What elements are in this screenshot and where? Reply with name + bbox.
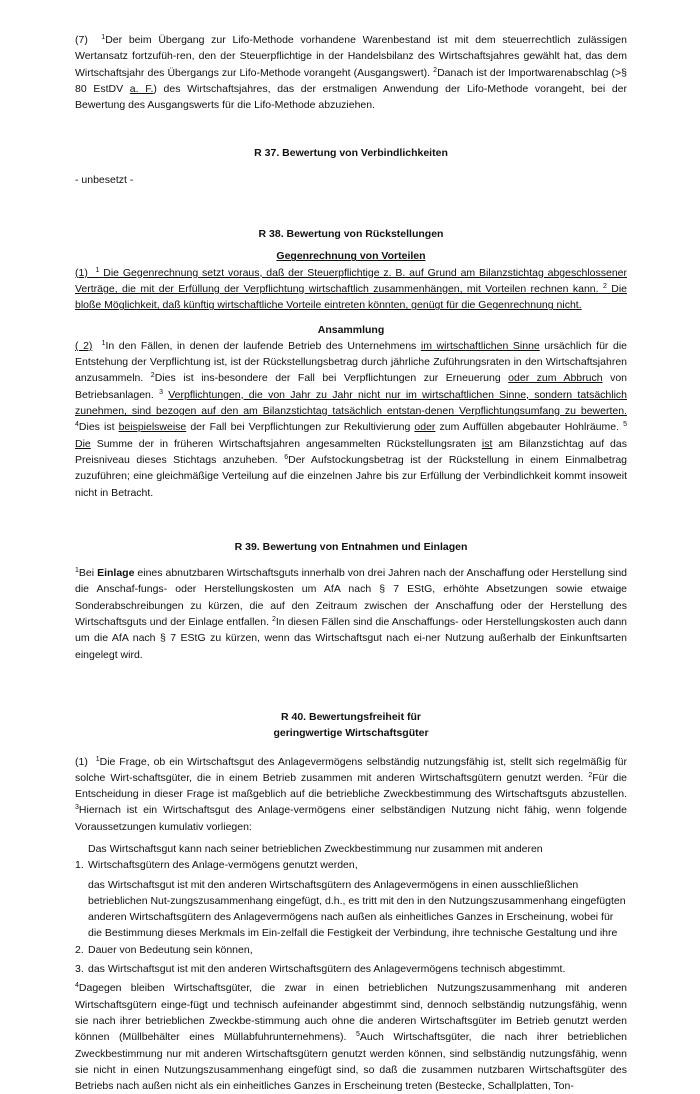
section-heading-r40-line2: geringwertige Wirtschaftsgüter	[273, 727, 429, 740]
subheading-gegenrechnung: Gegenrechnung von Vorteilen	[276, 250, 426, 263]
document-page	[75, 32, 627, 1094]
paragraph-number: (7)	[75, 34, 88, 46]
section-heading-r39: R 39. Bewertung von Entnahmen und Einlagen	[234, 540, 468, 553]
paragraph-7: (7) $^1$Der beim Übergang zur Lifo-Methode vorhandene Warenbestand ist mit dem steuerrechtlich zulässigen Wertansatz fortzufüh-ren, den der Steuerpflichtige in der Handelsbilanz des Wirtschaftsjahres gewählt hat, das dem Wirtschaftsjahr des Übergangs zur Lifo-Methode vorangeht (Ausgangswert). $^2$Danach ist der Importwarenabschlag (>§ 80 EstDV a. F.) des Wirtschaftsjahres, das der erstmaligen Anwendung der Lifo-Methode vorangeht, bei der Bewertung des Ausgangswerts für die Lifo-Methode abzuziehen.	[75, 34, 628, 112]
conditions-list	[75, 841, 627, 977]
list-item: 2. das Wirtschaftsgut ist mit den anderen Wirtschaftsgütern des Anlagevermögens in einen ausschließlichen betrieblichen Nut-zungszusammenhang eingefügt, d.h., es tritt mit den in den Nutzungszusammenhang eingefügten anderen Wirtschaftsgütern des Anlagevermögens nach außen als einheitliches Ganzes in Erscheinung, wobei für die Bestimmung dieses Merkmals im Ein-zelfall die Festigkeit der Verbindung, ihre technische Gestaltung und ihre Dauer von Bedeutung sein können,	[75, 878, 626, 956]
r40-paragraph-1: (1) $^1$Die Frage, ob ein Wirtschaftsgut des Anlagevermögens selbständig nutzungsfähig ist, stellt sich regelmäßig für solche Wirt-schaftsgüter, die in einem Betrieb zusammen mit anderen Wirtschaftsgütern genutzt werden. $^2$Für die Entscheidung in dieser Frage ist maßgeblich auf die betriebliche Zweckbestimmung des Wirtschaftsguts abzustellen. $^3$Hiernach ist ein Wirtschaftsgut des Anlage-vermögens einer selbständigen Nutzung nicht fähig, wenn folgende Voraussetzungen kumulativ vorliegen:	[75, 755, 628, 833]
r37-text: - unbesetzt -	[75, 173, 134, 186]
r40-paragraph-1-continued: $^4$Dagegen bleiben Wirtschaftsgüter, die zwar in einen betrieblichen Nutzungszusammenhang mit anderen Wirtschaftsgütern einge-fügt und technisch aufeinander abgestimmt sind, dennoch selbständig nutzungsfähig, wenn sie nach ihrer betrieblichen Zweckbe-stimmung auch ohne die anderen Wirtschaftsgüter im Betrieb genutzt werden können (Müllbehälter eines Müllabfuhrunternehmens). $^5$Auch Wirtschaftsgüter, die nach ihrer betrieblichen Zweckbestimmung nur mit anderen Wirtschaftsgütern genutzt werden können, sind selbständig nutzungsfähig, wenn sie nicht in einen Nutzungszusammenhang eingefügt sind, so daß die zusammen nutzbaren Wirtschaftsgüter des Betriebs nach außen nicht als ein einheitliches Ganzes in Erscheinung treten (Bestecke, Schallplatten, Ton-	[75, 982, 628, 1093]
list-item: 1. Das Wirtschaftsgut kann nach seiner betrieblichen Zweckbestimmung nur zusammen mit anderen Wirtschaftsgütern des Anlage-vermögens genutzt werden,	[75, 842, 543, 872]
section-heading-r40: R 40. Bewertungsfreiheit für	[280, 710, 422, 723]
r39-paragraph: $^1$Bei Einlage eines abnutzbaren Wirtschaftsguts innerhalb von drei Jahren nach der Anschaffung oder Herstellung sind die Anschaf-fungs- oder Herstellungskosten um AfA nach § 7 EStG, erhöhte Absetzungen sowie etwaige Sonderabschreibungen zu kürzen, die auf den Zeitraum zwischen der Anschaffung oder der Herstellung des Wirtschaftsguts und der Einlage entfallen. $^2$In diesen Fällen sind die Anschaffungs- oder Herstellungskosten auch dann um die AfA nach § 7 EStG zu kürzen, wenn das Wirtschaftsgut nach ei-ner Nutzung außerhalb der Einkunftsarten eingelegt wird.	[75, 567, 628, 661]
r38-paragraph-2: ( 2) $^1$In den Fällen, in denen der laufende Betrieb des Unternehmens im wirtschaftlichen Sinne ursächlich für die Entstehung der Verpflichtung ist, ist der Rückstellungsbetrag durch jährliche Zuführungsraten in den Wirtschaftsjahren anzusammeln. $^2$Dies ist ins-besondere der Fall bei Verpflichtungen zur Erneuerung oder zum Abbruch von Betriebsanlagen. $^3$ Verpflichtungen, die von Jahr zu Jahr nicht nur im wirtschaftlichen Sinne, sondern tatsächlich zunehmen, sind bezogen auf den am Bilanzstichtag tatsächlich entstan-denen Verpflichtungsumfang zu bewerten. $^4$Dies ist beispielsweise der Fall bei Verpflichtungen zur Rekultivierung oder zum Auffüllen abgebauter Hohlräume. $^5$ Die Summe der in früheren Wirtschaftsjahren angesammelten Rückstellungsraten ist am Bilanzstichtag auf das Preisniveau dieses Stichtags anzuheben. $^6$Der Aufstockungsbetrag ist der Rückstellung in einem Einmalbetrag zuzuführen; eine gleichmäßige Verteilung auf die einzelnen Jahre bis zur Erfüllung der Verbindlichkeit kommt insoweit nicht in Betracht.	[75, 339, 628, 499]
subheading-ansammlung: Ansammlung	[317, 323, 385, 336]
section-heading-r38: R 38. Bewertung von Rückstellungen	[258, 228, 444, 241]
list-item: 3. das Wirtschaftsgut ist mit den anderen Wirtschaftsgütern des Anlagevermögens technisch abgestimmt.	[75, 963, 566, 976]
section-heading-r37: R 37. Bewertung von Verbindlichkeiten	[254, 147, 448, 160]
r38-paragraph-1: (1) $^1$ Die Gegenrechnung setzt voraus, daß der Steuerpflichtige z. B. auf Grund am Bilanzstichtag abgeschlossener Verträge, die mit der Erfüllung der Verpflichtung wirtschaftlich zusammenhängen, mit Vorteilen rechnen kann. $^2$ Die bloße Möglichkeit, daß künftig wirtschaftliche Vorteile eintreten könnten, genügt für die Gegenrechnung nicht.	[75, 266, 628, 312]
